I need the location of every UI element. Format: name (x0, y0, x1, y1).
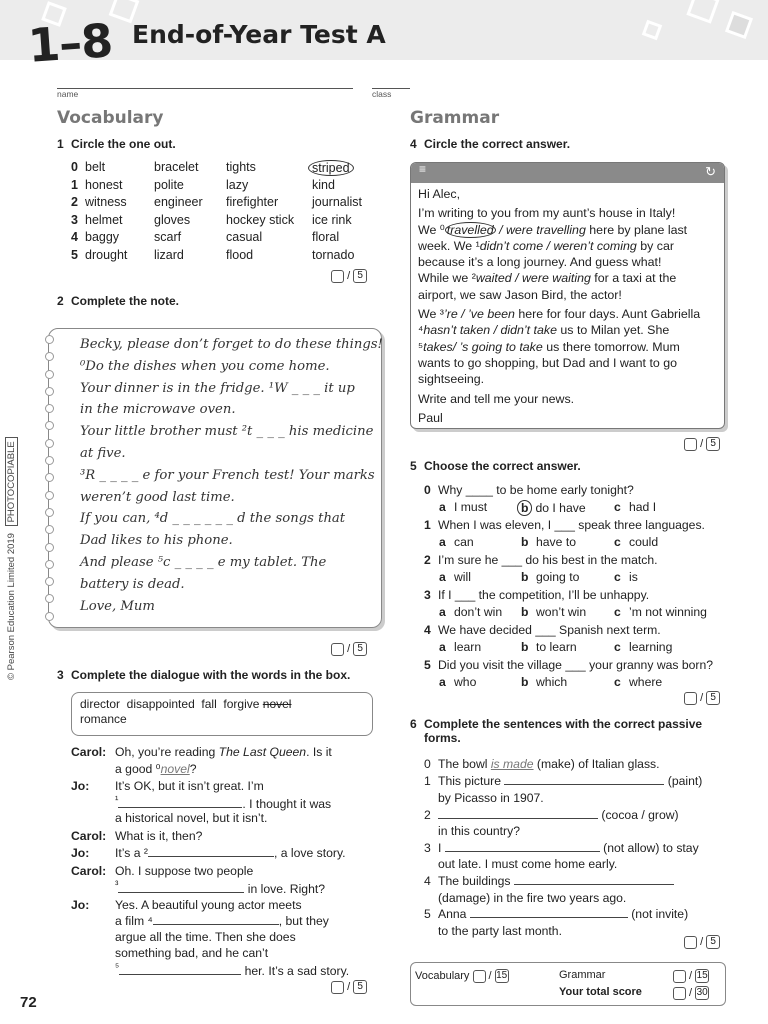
ex5-question: 4 We have decided ___ Spanish next term. (424, 623, 661, 637)
copyright-text: © Pearson Education Limited 2019 (6, 533, 17, 680)
ex1-instruction: 1 Circle the one out. (57, 137, 176, 151)
ex5-option[interactable]: a learn (439, 640, 482, 654)
word-option[interactable]: hockey stick (226, 212, 295, 227)
ex5-option[interactable]: c learning (614, 640, 673, 654)
vocabulary-heading: Vocabulary (57, 108, 164, 128)
ex4-score: / 5 (684, 437, 720, 451)
blank-3[interactable] (118, 892, 244, 893)
note-line: weren’t good last time. (80, 489, 235, 505)
note-card (48, 328, 382, 628)
spiral-hole (45, 473, 54, 482)
spiral-hole (45, 612, 54, 621)
word-option[interactable]: flood (226, 247, 254, 262)
word-option[interactable]: tights (226, 160, 256, 174)
blank-1[interactable] (118, 807, 242, 808)
ex6-item-3-cont: out late. I must come home early. (438, 857, 618, 871)
email-titlebar (411, 163, 724, 183)
word-option[interactable]: journalist (312, 195, 363, 209)
spiral-hole (45, 421, 54, 430)
name-line[interactable] (57, 88, 353, 89)
word-option[interactable]: baggy (85, 230, 120, 244)
note-line: Your dinner is in the fridge. ¹W _ _ _ it up (80, 380, 355, 396)
item-number: 3 (71, 212, 78, 227)
word-option[interactable]: honest (85, 177, 123, 192)
spiral-hole (45, 543, 54, 552)
spiral-hole (45, 456, 54, 465)
ex3-score: / 5 (331, 980, 367, 994)
note-line: battery is dead. (80, 576, 185, 592)
item-number: 5 (71, 247, 78, 262)
ex5-question: 3 If I ___ the competition, I’ll be unhappy. (424, 588, 650, 602)
word-option[interactable]: scarf (154, 230, 182, 244)
class-label: class (372, 89, 392, 99)
word-box: director disappointed fall forgive novel romance (71, 692, 373, 736)
word-option[interactable]: floral (312, 230, 340, 244)
ex5-question: 1 When I was eleven, I ___ speak three languages. (424, 518, 705, 532)
spiral-hole (45, 491, 54, 500)
blank-4[interactable] (153, 924, 279, 925)
word-option[interactable]: lazy (226, 177, 249, 192)
spiral-hole (45, 352, 54, 361)
ex5-option[interactable]: a who (439, 675, 477, 689)
side-copyright (6, 400, 26, 680)
page-number: 72 (20, 994, 37, 1011)
your-total: Your total score (559, 986, 642, 998)
ex5-option[interactable]: b to learn (521, 640, 577, 654)
word-option[interactable]: ice rink (312, 212, 352, 227)
word-option[interactable]: kind (312, 177, 335, 192)
note-line: Becky, please don’t forget to do these things! (80, 337, 383, 352)
note-line: Dad likes to his phone. (80, 533, 233, 549)
ex6-item-2: 2 (cocoa / grow) (424, 808, 679, 822)
email-window (410, 162, 725, 429)
ex5-question: 0 Why ____ to be home early tonight? (424, 483, 634, 497)
grammar-heading: Grammar (410, 108, 500, 128)
item-number: 2 (71, 195, 78, 209)
word-option[interactable]: gloves (154, 212, 191, 227)
ex5-option[interactable]: a will (439, 570, 471, 584)
word-option[interactable]: drought (85, 247, 128, 262)
word-option[interactable]: engineer (154, 195, 203, 209)
spiral-hole (45, 335, 54, 344)
dialogue: Carol: Oh, you’re reading The Last Queen. Is it a good ⁰novel? Jo: It’s OK, but it isn’t great. I’m $^{^1}$ . I thought it was a historical novel, but it isn’t. Carol: What is it, then? Jo: It’s a ² , a love story. Carol: Oh. I suppose two people $^{^3}$ in love. Right? Jo: Yes. A beautiful young actor meets a film ⁴ , but they argue all the time. Then she does something bad, and he can’t $^{^5}$ her. It’s a sad story. (71, 745, 350, 979)
ex5-option[interactable]: c could (614, 535, 659, 549)
note-line: in the microwave oven. (80, 402, 236, 418)
note-line: Your little brother must ²t _ _ _ his medicine (80, 424, 374, 440)
note-line: ⁰Do the dishes when you come home. (80, 358, 330, 374)
decor-square (725, 11, 753, 39)
ex5-option[interactable]: b have to (521, 535, 576, 549)
ex6-item-3: 3 I (not allow) to stay (424, 841, 699, 855)
decor-square (642, 20, 663, 41)
ex6-item-4: 4 The buildings (424, 874, 674, 888)
ex2-score: / 5 (331, 642, 367, 656)
unit-number: 1–8 (26, 13, 114, 73)
note-line: at five. (80, 446, 126, 461)
spiral-hole (45, 508, 54, 517)
item-number: 4 (71, 230, 78, 244)
ex6-item-5-cont: to the party last month. (438, 924, 562, 938)
grammar-total: Grammar (559, 969, 606, 981)
menu-icon[interactable]: ≡ (419, 162, 427, 176)
ex3-instruction: 3 Complete the dialogue with the words in the box. (57, 668, 351, 682)
ex5-option[interactable]: a can (439, 535, 474, 549)
ex1-score: / 5 (331, 269, 367, 283)
word-option[interactable]: casual (226, 230, 263, 244)
page-title: End-of-Year Test A (132, 20, 386, 49)
note-line: ³R _ _ _ _ e for your French test! Your marks (80, 467, 375, 483)
ex5-option[interactable]: c where (614, 675, 663, 689)
ex6-score: / 5 (684, 935, 720, 949)
item-number: 0 (71, 160, 78, 174)
spiral-hole (45, 594, 54, 603)
word-option[interactable]: striped (308, 160, 354, 176)
ex5-option[interactable]: c ’m not winning (614, 605, 707, 619)
ex5-option[interactable]: c is (614, 570, 638, 584)
spiral-hole (45, 525, 54, 534)
ex5-instruction: 5 Choose the correct answer. (410, 459, 581, 473)
note-line: If you can, ⁴d _ _ _ _ _ _ d the songs that (80, 511, 346, 527)
blank-5[interactable] (119, 974, 241, 975)
spiral-hole (45, 404, 54, 413)
word-option[interactable]: firefighter (226, 195, 279, 209)
word-option[interactable]: belt (85, 160, 106, 174)
spiral-holes (45, 335, 55, 629)
blank-2[interactable] (148, 856, 274, 857)
total-score-box: Vocabulary / 15 Grammar / 15 Your total score / 30 (410, 962, 726, 1006)
spiral-hole (45, 370, 54, 379)
ex2-instruction: 2 Complete the note. (57, 294, 180, 308)
refresh-icon[interactable]: ↻ (705, 164, 716, 179)
ex6-item-1: 1 This picture (paint) (424, 774, 703, 788)
spiral-hole (45, 560, 54, 569)
ex5-option[interactable]: a don’t win (439, 605, 503, 619)
note-line: Love, Mum (80, 598, 155, 614)
decor-square (686, 0, 719, 24)
word-option[interactable]: tornado (312, 247, 355, 262)
ex5-option[interactable]: c had I (614, 500, 657, 514)
ex5-question: 5 Did you visit the village ___ your granny was born? (424, 658, 714, 672)
ex6-item-1-cont: by Picasso in 1907. (438, 791, 544, 805)
ex4-instruction: 4 Circle the correct answer. (410, 137, 571, 151)
ex5-option[interactable]: b do I have (521, 500, 586, 516)
ex6-item-5: 5 Anna (not invite) (424, 907, 689, 921)
spiral-hole (45, 439, 54, 448)
ex5-option[interactable]: a I must (439, 500, 488, 514)
word-option[interactable]: lizard (154, 247, 184, 262)
word-option[interactable]: witness (85, 195, 127, 209)
ex5-option[interactable]: b won’t win (521, 605, 587, 619)
spiral-hole (45, 387, 54, 396)
word-option[interactable]: bracelet (154, 160, 199, 174)
name-label: name (57, 89, 79, 99)
note-line: And please ⁵c _ _ _ _ e my tablet. The (80, 555, 327, 570)
word-option[interactable]: helmet (85, 212, 123, 227)
ex6-instruction: 6 Complete the sentences with the correct passive forms. (410, 717, 703, 745)
spiral-hole (45, 577, 54, 586)
ex5-score: / 5 (684, 691, 720, 705)
ex5-option[interactable]: b which (521, 675, 568, 689)
vocab-total: Vocabulary / 15 (415, 969, 508, 982)
ex5-option[interactable]: b going to (521, 570, 580, 584)
email-body: Hi Alec, I’m writing to you from my aunt’s house in Italy! We ⁰ travelled / were travelling here by plane last week. We ¹didn’t come / weren’t coming by car because it’s a long journey. And guess what! While we ²waited / were waiting for a taxi at the airport, we saw Jason Bird, the actor! We ³’re / ’ve been here for four days. Aunt Gabriella ⁴hasn’t taken / didn’t take us to Milan yet. She ⁵takes/ ’s going to take us there tomorrow. Mum wants to go shopping, but Dad and I want to go sightseeing. Write and tell me your news. Paul (418, 187, 701, 425)
ex6-item-4-cont: (damage) in the fire two years ago. (438, 891, 627, 905)
ex5-question: 2 I’m sure he ___ do his best in the match. (424, 553, 658, 567)
ex6-item-2-cont: in this country? (438, 824, 520, 838)
item-number: 1 (71, 177, 78, 192)
photocopiable-label: PHOTOCOPIABLE (5, 437, 18, 526)
word-option[interactable]: polite (154, 177, 184, 192)
ex6-item-0: 0 The bowl is made (make) of Italian glass. (424, 757, 660, 771)
